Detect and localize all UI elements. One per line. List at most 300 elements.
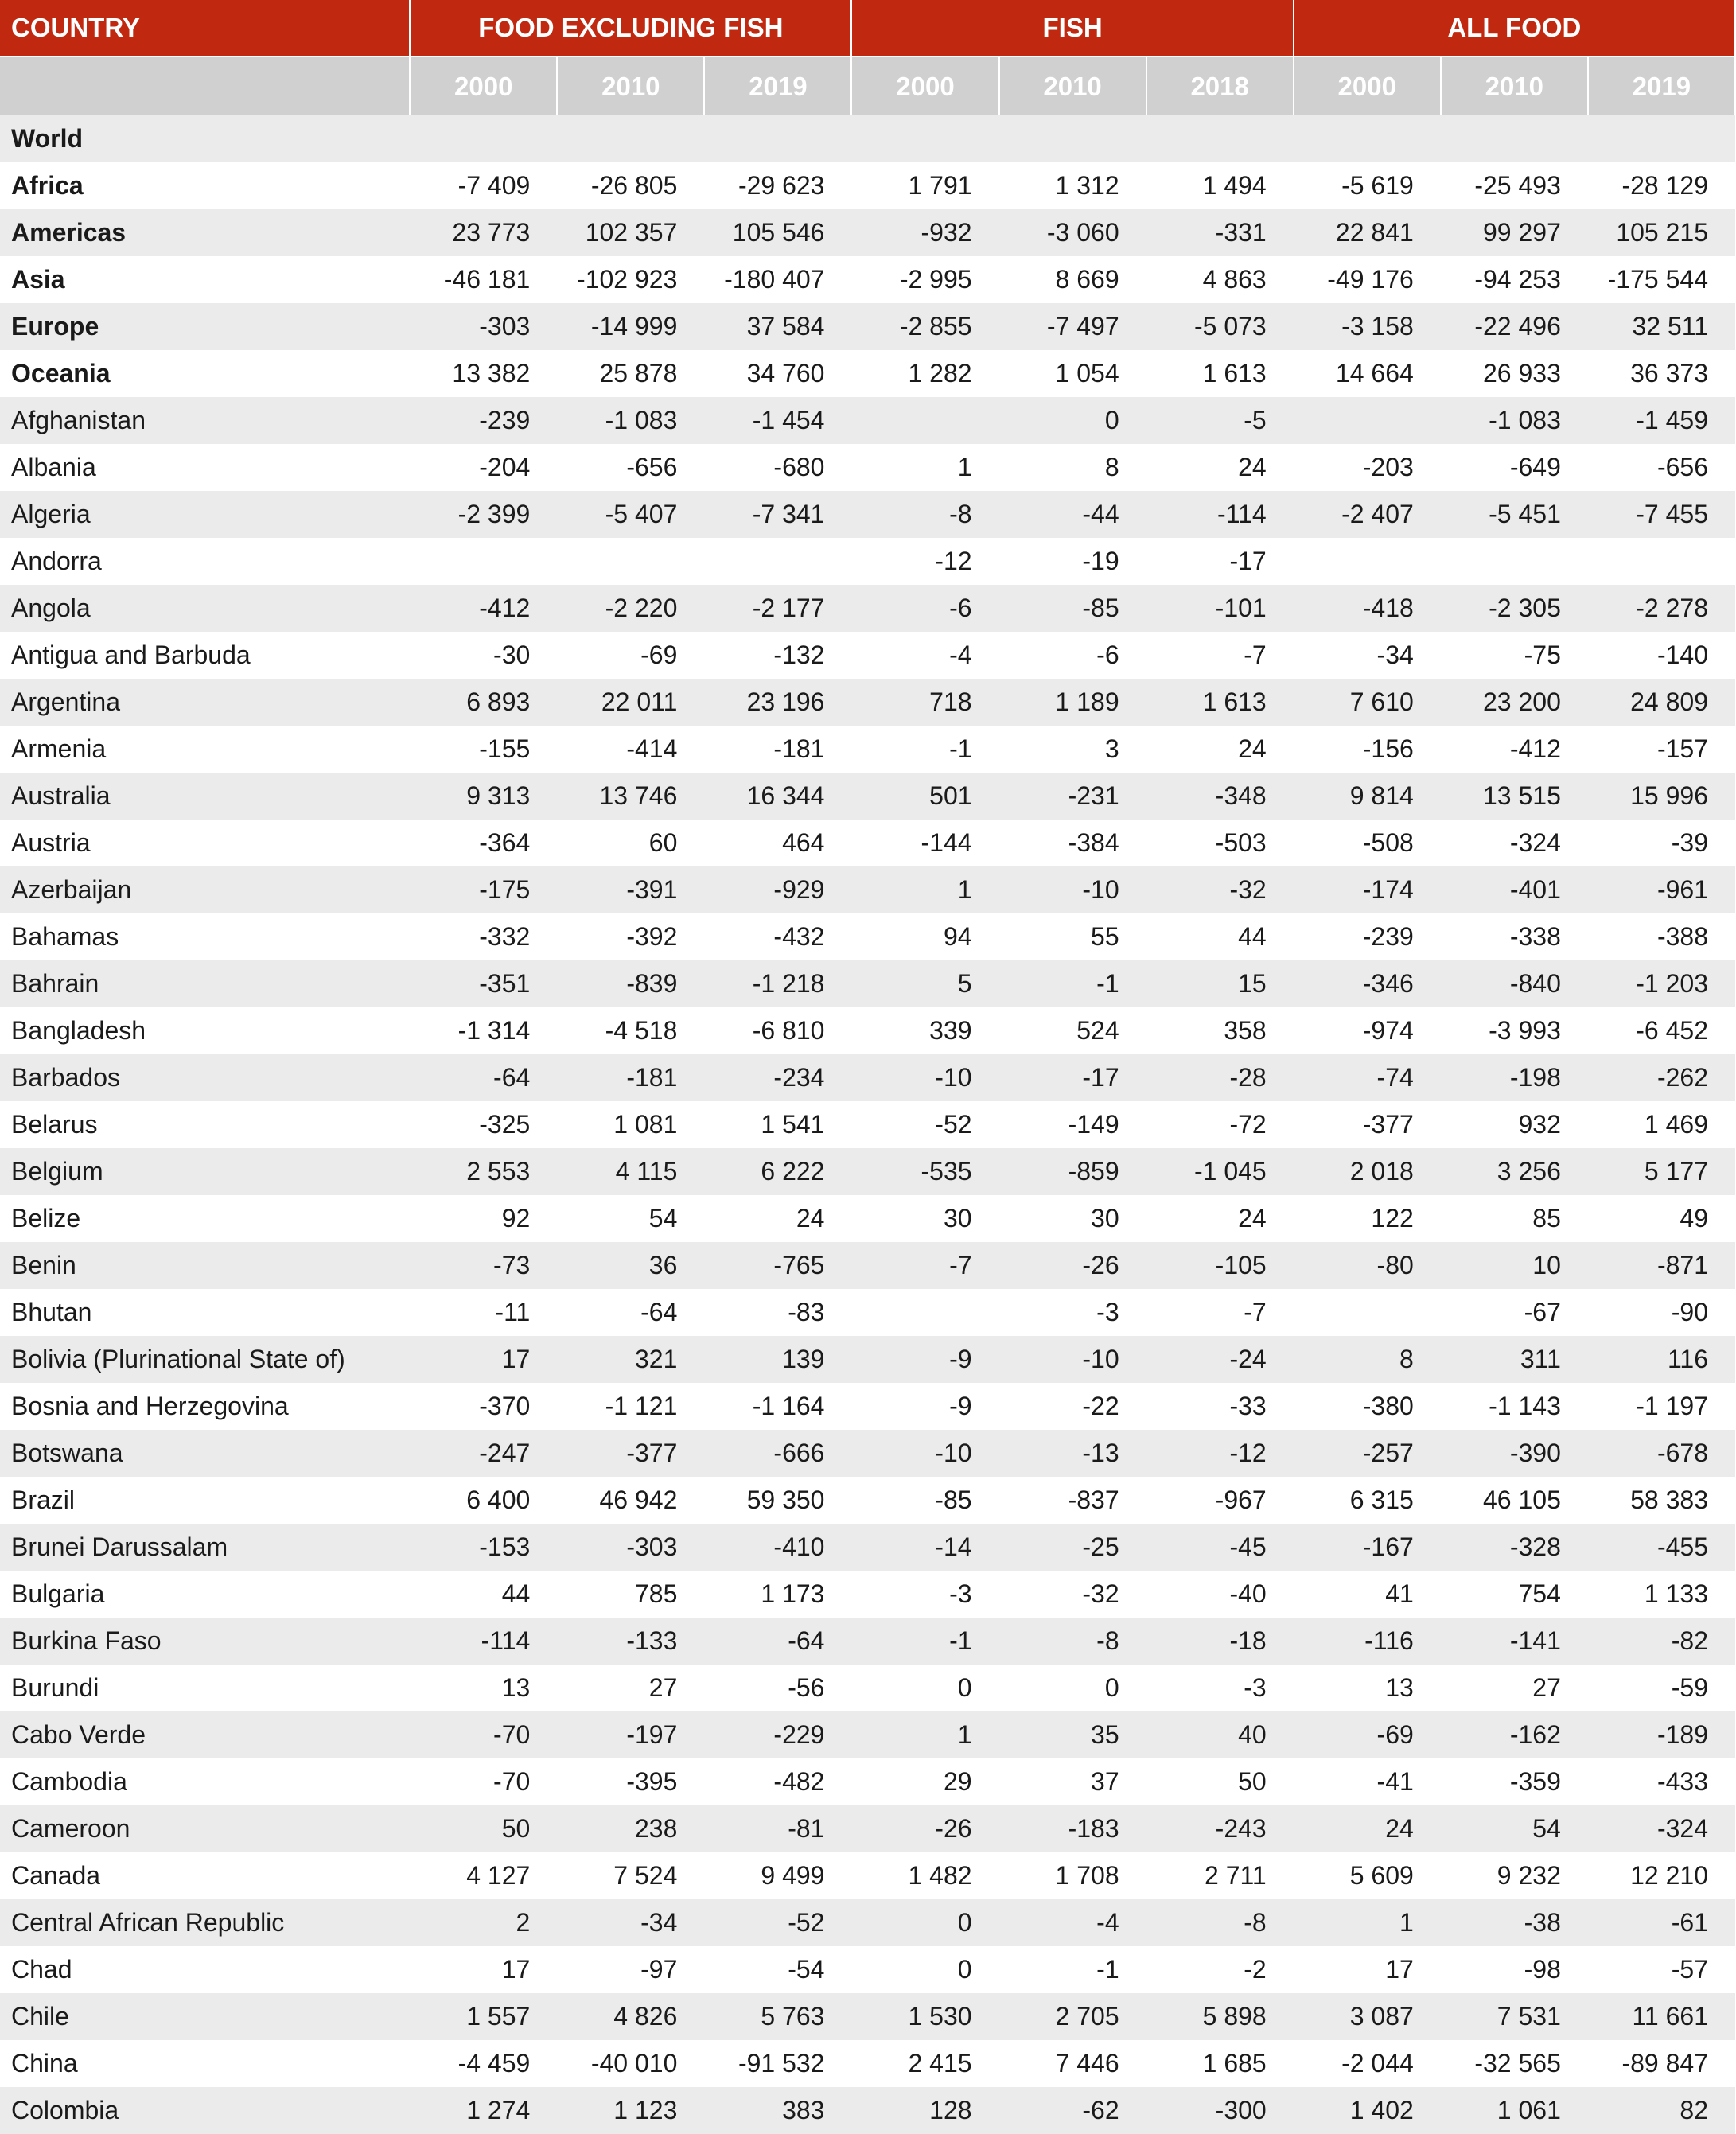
- value-cell: 41: [1385, 1579, 1414, 1608]
- country-name: Algeria: [11, 500, 91, 528]
- value-cell: -239: [479, 406, 531, 434]
- value-cell: -2 044: [1341, 2049, 1414, 2078]
- value-cell: 4 863: [1202, 265, 1267, 294]
- table-row: [0, 1054, 1735, 1101]
- value-cell: -974: [1362, 1016, 1414, 1045]
- value-cell: 2 018: [1349, 1157, 1414, 1186]
- year-header-row: [0, 56, 1735, 115]
- value-cell: -54: [788, 1955, 825, 1984]
- value-cell: -101: [1215, 594, 1267, 622]
- table-row: [0, 1852, 1735, 1899]
- table-row: [0, 491, 1735, 538]
- value-cell: 1 557: [466, 2002, 531, 2031]
- value-cell: -2 220: [605, 594, 678, 622]
- value-cell: -175 544: [1607, 265, 1708, 294]
- table-row: [0, 1571, 1735, 1618]
- value-cell: -7 409: [457, 171, 531, 200]
- value-cell: -839: [626, 969, 678, 998]
- country-name: Canada: [11, 1861, 101, 1890]
- value-cell: 13 382: [452, 359, 531, 387]
- value-cell: 16 344: [746, 781, 825, 810]
- value-cell: -331: [1215, 218, 1267, 247]
- value-cell: -412: [1509, 734, 1561, 763]
- table-row: [0, 632, 1735, 679]
- value-cell: -133: [626, 1626, 678, 1655]
- value-cell: -10: [1082, 1345, 1119, 1373]
- value-cell: 5 763: [761, 2002, 825, 2031]
- value-cell: 6 893: [466, 687, 531, 716]
- value-cell: 24 809: [1630, 687, 1708, 716]
- value-cell: 1 123: [613, 2096, 678, 2124]
- value-cell: -73: [493, 1251, 531, 1279]
- value-cell: -364: [479, 828, 531, 857]
- value-cell: -11: [495, 1298, 531, 1326]
- value-cell: 24: [796, 1204, 825, 1233]
- value-cell: 8: [1399, 1345, 1414, 1373]
- value-cell: -18: [1229, 1626, 1267, 1655]
- value-cell: -328: [1509, 1532, 1561, 1561]
- value-cell: -346: [1362, 969, 1414, 998]
- country-name: Burkina Faso: [11, 1626, 162, 1655]
- value-cell: -359: [1509, 1767, 1561, 1796]
- value-cell: 23 773: [452, 218, 531, 247]
- table-row: [0, 209, 1735, 256]
- value-cell: [557, 538, 704, 585]
- country-name: Bahamas: [11, 922, 119, 951]
- table-row: [0, 1383, 1735, 1430]
- value-cell: -535: [921, 1157, 972, 1186]
- value-cell: -508: [1362, 828, 1414, 857]
- value-cell: -26 805: [590, 171, 678, 200]
- value-cell: -82: [1671, 1626, 1708, 1655]
- value-cell: -656: [1656, 453, 1708, 481]
- group-header-row: [0, 0, 1735, 56]
- value-cell: 9 232: [1497, 1861, 1561, 1890]
- value-cell: -262: [1656, 1063, 1708, 1092]
- value-cell: 4 115: [615, 1157, 678, 1186]
- value-cell: 24: [1385, 1814, 1414, 1843]
- value-cell: -67: [1524, 1298, 1561, 1326]
- country-name: Armenia: [11, 734, 107, 763]
- value-cell: [1441, 115, 1588, 162]
- value-cell: -61: [1671, 1908, 1708, 1937]
- value-cell: -351: [479, 969, 531, 998]
- value-cell: 3 087: [1349, 2002, 1414, 2031]
- value-cell: -932: [921, 218, 972, 247]
- value-cell: 37: [1091, 1767, 1119, 1796]
- value-cell: [410, 538, 557, 585]
- value-cell: -1 045: [1193, 1157, 1267, 1186]
- value-cell: -12: [935, 547, 972, 575]
- value-cell: -28: [1229, 1063, 1267, 1092]
- value-cell: -239: [1362, 922, 1414, 951]
- value-cell: 9 313: [466, 781, 531, 810]
- value-cell: 12 210: [1630, 1861, 1708, 1890]
- value-cell: 7 524: [613, 1861, 678, 1890]
- value-cell: -967: [1215, 1486, 1267, 1514]
- value-cell: -39: [1671, 828, 1708, 857]
- value-cell: 24: [1238, 734, 1267, 763]
- table-row: [0, 1758, 1735, 1805]
- value-cell: -6 810: [752, 1016, 825, 1045]
- value-cell: 60: [648, 828, 678, 857]
- value-cell: [851, 397, 998, 444]
- value-cell: -40: [1229, 1579, 1267, 1608]
- value-cell: -149: [1068, 1110, 1119, 1139]
- value-cell: -59: [1671, 1673, 1708, 1702]
- value-cell: -189: [1656, 1720, 1708, 1749]
- value-cell: [851, 1289, 998, 1336]
- value-cell: 13: [1385, 1673, 1414, 1702]
- value-cell: -167: [1362, 1532, 1414, 1561]
- table-row: [0, 1665, 1735, 1711]
- value-cell: -81: [788, 1814, 825, 1843]
- value-cell: 15 996: [1630, 781, 1708, 810]
- value-cell: [1294, 397, 1441, 444]
- value-cell: -1 314: [457, 1016, 531, 1045]
- value-cell: 1: [957, 875, 972, 904]
- value-cell: 36 373: [1630, 359, 1708, 387]
- value-cell: 13 515: [1483, 781, 1561, 810]
- value-cell: -6: [1096, 641, 1119, 669]
- value-cell: -49 176: [1327, 265, 1414, 294]
- value-cell: -1 083: [1489, 406, 1561, 434]
- value-cell: -69: [1376, 1720, 1414, 1749]
- value-cell: -85: [1082, 594, 1119, 622]
- value-cell: -303: [479, 312, 531, 341]
- value-cell: -1: [1096, 1955, 1119, 1984]
- year-header: 2000: [1294, 56, 1441, 115]
- value-cell: -482: [773, 1767, 825, 1796]
- country-name: World: [11, 124, 84, 153]
- country-name: Bhutan: [11, 1298, 92, 1326]
- country-name: Azerbaijan: [11, 875, 132, 904]
- value-cell: -8: [1244, 1908, 1267, 1937]
- value-cell: 54: [1532, 1814, 1561, 1843]
- group-header-all-food: ALL FOOD: [1294, 0, 1735, 56]
- value-cell: 7 610: [1349, 687, 1414, 716]
- value-cell: -45: [1229, 1532, 1267, 1561]
- value-cell: -5 073: [1193, 312, 1267, 341]
- value-cell: 1 685: [1202, 2049, 1267, 2078]
- table-row: [0, 538, 1735, 585]
- value-cell: 24: [1238, 453, 1267, 481]
- value-cell: -72: [1229, 1110, 1267, 1139]
- value-cell: -41: [1376, 1767, 1414, 1796]
- value-cell: -395: [626, 1767, 678, 1796]
- value-cell: -7: [1244, 641, 1267, 669]
- value-cell: 2 705: [1055, 2002, 1119, 2031]
- year-header: 2010: [1441, 56, 1588, 115]
- value-cell: -1 164: [752, 1392, 825, 1420]
- value-cell: -70: [493, 1767, 531, 1796]
- value-cell: -1: [949, 1626, 972, 1655]
- value-cell: -157: [1656, 734, 1708, 763]
- value-cell: 1 054: [1055, 359, 1119, 387]
- value-cell: 1 274: [466, 2096, 531, 2124]
- value-cell: -40 010: [590, 2049, 678, 2078]
- value-cell: -1 459: [1636, 406, 1708, 434]
- value-cell: 0: [957, 1908, 972, 1937]
- value-cell: -52: [935, 1110, 972, 1139]
- value-cell: 1 791: [908, 171, 972, 200]
- table-row: [0, 960, 1735, 1007]
- value-cell: -1: [949, 734, 972, 763]
- value-cell: -859: [1068, 1157, 1119, 1186]
- value-cell: [851, 115, 998, 162]
- value-cell: -837: [1068, 1486, 1119, 1514]
- value-cell: 10: [1532, 1251, 1561, 1279]
- country-name: China: [11, 2049, 78, 2078]
- value-cell: 29: [943, 1767, 972, 1796]
- value-cell: 1: [957, 1720, 972, 1749]
- value-cell: -1: [1096, 969, 1119, 998]
- value-cell: [557, 115, 704, 162]
- country-name: Bangladesh: [11, 1016, 146, 1045]
- value-cell: 13 746: [599, 781, 678, 810]
- table-row: [0, 2040, 1735, 2087]
- value-cell: 501: [929, 781, 972, 810]
- value-cell: -390: [1509, 1439, 1561, 1467]
- value-cell: -243: [1215, 1814, 1267, 1843]
- country-name: Antigua and Barbuda: [11, 641, 251, 669]
- value-cell: -29 623: [738, 171, 825, 200]
- value-cell: 1: [957, 453, 972, 481]
- value-cell: -17: [1229, 547, 1267, 575]
- table-row: [0, 1618, 1735, 1665]
- value-cell: -153: [479, 1532, 531, 1561]
- value-cell: -197: [626, 1720, 678, 1749]
- value-cell: 15: [1238, 969, 1267, 998]
- group-header-food-excluding-fish: FOOD EXCLUDING FISH: [410, 0, 851, 56]
- value-cell: -70: [493, 1720, 531, 1749]
- country-name: Cameroon: [11, 1814, 130, 1843]
- value-cell: -4 459: [457, 2049, 531, 2078]
- value-cell: 524: [1076, 1016, 1119, 1045]
- value-cell: 1 402: [1349, 2096, 1414, 2124]
- value-cell: 122: [1371, 1204, 1414, 1233]
- country-name: Brunei Darussalam: [11, 1532, 228, 1561]
- value-cell: -257: [1362, 1439, 1414, 1467]
- year-header: 2019: [1588, 56, 1735, 115]
- country-column-header: COUNTRY: [0, 0, 410, 56]
- group-header-fish: FISH: [851, 0, 1293, 56]
- value-cell: 1 312: [1055, 171, 1119, 200]
- value-cell: 754: [1518, 1579, 1561, 1608]
- value-cell: -30: [493, 641, 531, 669]
- value-cell: -64: [493, 1063, 531, 1092]
- value-cell: -46 181: [443, 265, 531, 294]
- value-cell: 1 469: [1644, 1110, 1708, 1139]
- value-cell: 50: [1238, 1767, 1267, 1796]
- table-row: [0, 820, 1735, 866]
- value-cell: 5 177: [1644, 1157, 1708, 1186]
- country-name: Bolivia (Plurinational State of): [11, 1345, 345, 1373]
- value-cell: [1588, 115, 1735, 162]
- value-cell: 1 081: [613, 1110, 678, 1139]
- value-cell: -7 455: [1636, 500, 1708, 528]
- value-cell: -1 083: [605, 406, 678, 434]
- value-cell: -377: [1362, 1110, 1414, 1139]
- table-row: [0, 773, 1735, 820]
- country-name: Belarus: [11, 1110, 98, 1139]
- value-cell: 82: [1680, 2096, 1708, 2124]
- value-cell: 785: [634, 1579, 678, 1608]
- value-cell: 92: [501, 1204, 531, 1233]
- value-cell: -64: [788, 1626, 825, 1655]
- value-cell: -5 407: [605, 500, 678, 528]
- table-row: [0, 1336, 1735, 1383]
- country-name: Argentina: [11, 687, 120, 716]
- value-cell: -57: [1671, 1955, 1708, 1984]
- value-cell: 932: [1518, 1110, 1561, 1139]
- value-cell: -377: [626, 1439, 678, 1467]
- table-row: [0, 1524, 1735, 1571]
- country-name: Belgium: [11, 1157, 103, 1186]
- value-cell: 94: [943, 922, 972, 951]
- value-cell: -94 253: [1474, 265, 1561, 294]
- value-cell: -1 203: [1636, 969, 1708, 998]
- value-cell: 2 553: [466, 1157, 531, 1186]
- value-cell: -2 278: [1636, 594, 1708, 622]
- value-cell: 11 661: [1632, 2002, 1708, 2031]
- value-cell: -14: [935, 1532, 972, 1561]
- value-cell: -22: [1082, 1392, 1119, 1420]
- table-row: [0, 913, 1735, 960]
- value-cell: 54: [648, 1204, 678, 1233]
- value-cell: -324: [1509, 828, 1561, 857]
- value-cell: -32 565: [1474, 2049, 1561, 2078]
- value-cell: 2: [516, 1908, 531, 1937]
- value-cell: 5 609: [1349, 1861, 1414, 1890]
- value-cell: -7: [1244, 1298, 1267, 1326]
- value-cell: -666: [773, 1439, 825, 1467]
- value-cell: 34 760: [746, 359, 825, 387]
- value-cell: [1294, 538, 1441, 585]
- value-cell: 99 297: [1483, 218, 1561, 247]
- value-cell: -3: [1096, 1298, 1119, 1326]
- value-cell: -3 993: [1489, 1016, 1561, 1045]
- value-cell: -7 341: [752, 500, 825, 528]
- table-row: [0, 1289, 1735, 1336]
- value-cell: -324: [1656, 1814, 1708, 1843]
- value-cell: 5: [957, 969, 972, 998]
- value-cell: 36: [648, 1251, 678, 1279]
- value-cell: -961: [1656, 875, 1708, 904]
- value-cell: -4: [949, 641, 972, 669]
- value-cell: -432: [773, 922, 825, 951]
- country-name: Austria: [11, 828, 91, 857]
- value-cell: 0: [1104, 1673, 1119, 1702]
- value-cell: -2 305: [1489, 594, 1561, 622]
- value-cell: -25 493: [1474, 171, 1561, 200]
- value-cell: 17: [501, 1345, 531, 1373]
- value-cell: 23 200: [1483, 687, 1561, 716]
- value-cell: -198: [1509, 1063, 1561, 1092]
- value-cell: 321: [634, 1345, 678, 1373]
- value-cell: -144: [921, 828, 972, 857]
- year-header: 2010: [999, 56, 1146, 115]
- value-cell: -380: [1362, 1392, 1414, 1420]
- table-row: [0, 1477, 1735, 1524]
- table-row: [0, 115, 1735, 162]
- value-cell: 464: [782, 828, 825, 857]
- value-cell: -52: [788, 1908, 825, 1937]
- value-cell: 22 841: [1335, 218, 1414, 247]
- value-cell: -231: [1068, 781, 1119, 810]
- value-cell: -8: [1096, 1626, 1119, 1655]
- value-cell: -114: [1217, 500, 1267, 528]
- table-row: [0, 162, 1735, 209]
- value-cell: -85: [935, 1486, 972, 1514]
- value-cell: -391: [626, 875, 678, 904]
- value-cell: -69: [640, 641, 678, 669]
- value-cell: -8: [949, 500, 972, 528]
- value-cell: -503: [1215, 828, 1267, 857]
- value-cell: 17: [501, 1955, 531, 1984]
- value-cell: -10: [935, 1439, 972, 1467]
- table-row: [0, 256, 1735, 303]
- country-name: Bosnia and Herzegovina: [11, 1392, 289, 1420]
- country-name: Oceania: [11, 359, 111, 387]
- value-cell: 35: [1091, 1720, 1119, 1749]
- value-cell: -89 847: [1621, 2049, 1708, 2078]
- value-cell: -34: [640, 1908, 678, 1937]
- value-cell: -5: [1244, 406, 1267, 434]
- value-cell: 6 400: [466, 1486, 531, 1514]
- value-cell: -10: [1082, 875, 1119, 904]
- value-cell: 22 011: [601, 687, 678, 716]
- country-name: Burundi: [11, 1673, 99, 1702]
- value-cell: 1 541: [761, 1110, 825, 1139]
- value-cell: -455: [1656, 1532, 1708, 1561]
- table-row: [0, 2087, 1735, 2134]
- value-cell: -90: [1671, 1298, 1708, 1326]
- value-cell: 358: [1224, 1016, 1267, 1045]
- value-cell: 102 357: [585, 218, 678, 247]
- value-cell: -34: [1376, 641, 1414, 669]
- value-cell: -1 218: [752, 969, 825, 998]
- value-cell: -28 129: [1621, 171, 1708, 200]
- value-cell: -392: [626, 922, 678, 951]
- value-cell: -678: [1656, 1439, 1708, 1467]
- value-cell: 44: [1238, 922, 1267, 951]
- value-cell: -10: [935, 1063, 972, 1092]
- value-cell: 9 814: [1349, 781, 1414, 810]
- value-cell: -44: [1082, 500, 1119, 528]
- value-cell: 1 530: [908, 2002, 972, 2031]
- value-cell: 383: [782, 2096, 825, 2124]
- value-cell: -338: [1509, 922, 1561, 951]
- country-name: Africa: [11, 171, 84, 200]
- value-cell: -2 855: [899, 312, 972, 341]
- value-cell: 46 105: [1483, 1486, 1561, 1514]
- country-name: Bahrain: [11, 969, 99, 998]
- value-cell: 7 446: [1055, 2049, 1119, 2078]
- value-cell: 6 315: [1349, 1486, 1414, 1514]
- value-cell: -14 999: [590, 312, 678, 341]
- value-cell: -6: [949, 594, 972, 622]
- value-cell: 55: [1091, 922, 1119, 951]
- value-cell: -155: [479, 734, 531, 763]
- value-cell: -234: [773, 1063, 825, 1092]
- value-cell: -105: [1215, 1251, 1267, 1279]
- value-cell: -13: [1082, 1439, 1119, 1467]
- year-header: 2019: [704, 56, 851, 115]
- value-cell: [1146, 115, 1294, 162]
- value-cell: 27: [648, 1673, 678, 1702]
- country-name: Colombia: [11, 2096, 119, 2124]
